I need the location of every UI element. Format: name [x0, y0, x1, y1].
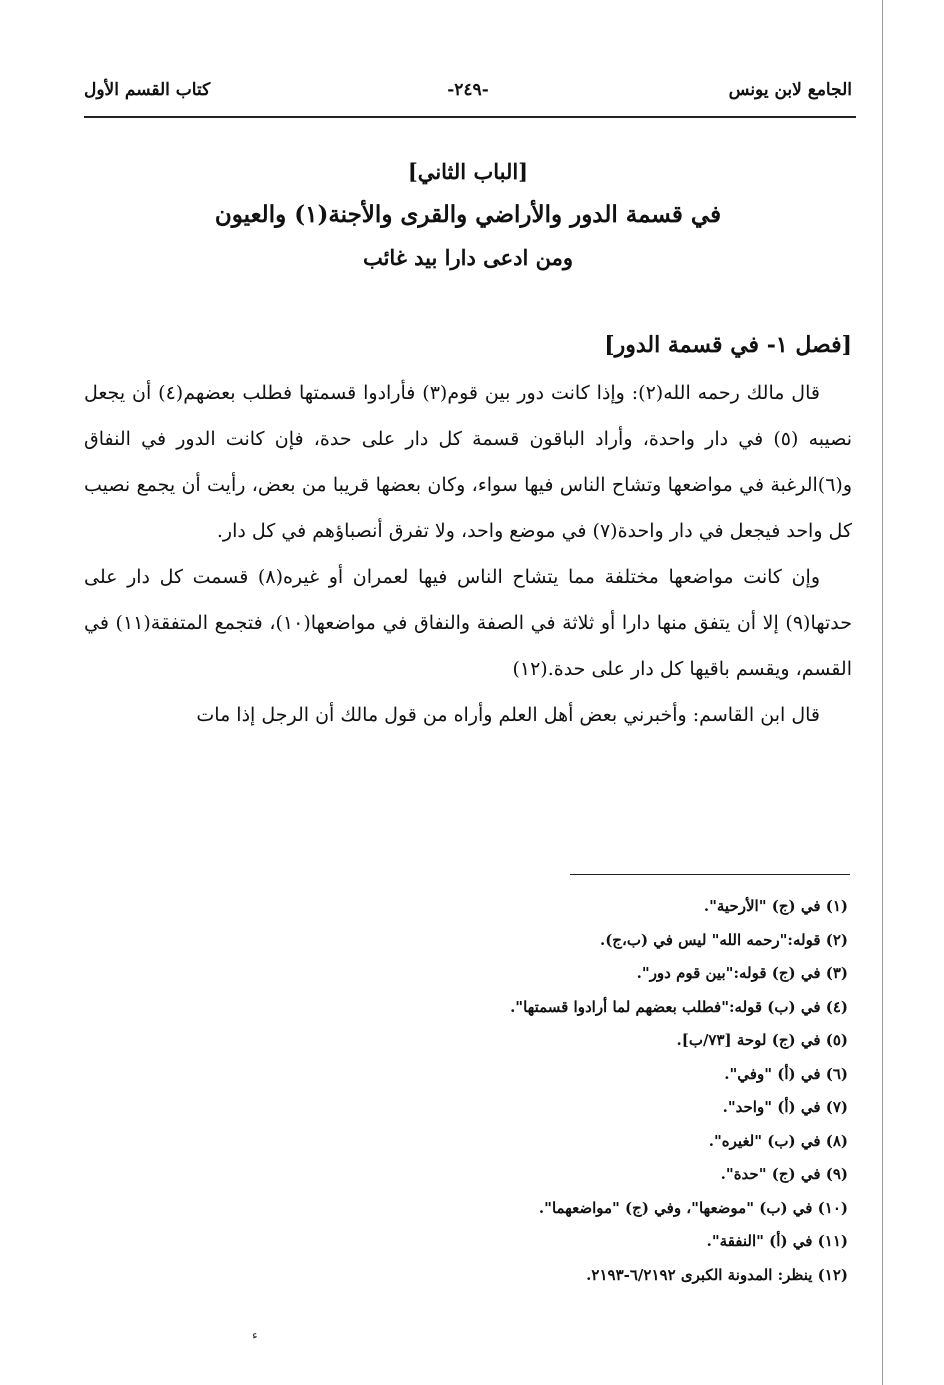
footnote-rule	[570, 874, 850, 875]
chapter-label: [الباب الثاني]	[407, 159, 529, 184]
footnote: (٨) في (ب) "لغيره".	[708, 1131, 848, 1150]
footnote: (٤) في (ب) قوله:"فطلب بعضهم لما أرادوا قسمتها".	[510, 997, 848, 1016]
section-title: [فصل ١- في قسمة الدور]	[604, 332, 852, 358]
footnote: (٥) في (ج) لوحة [٧٣/ب].	[676, 1031, 848, 1049]
footnote: (١٠) في (ب) "موضعها"، وفي (ج) "مواضعهما".	[538, 1198, 848, 1217]
paragraph: وإن كانت مواضعها مختلفة مما يتشاح الناس فيها لعمران أو غيره(٨) قسمت كل دار على حدتها(٩) إلا أن يتفق منها دارا أو ثلاثة في الصفة والنفاق في مواضعها(١٠)، فتجمع المتفقة(١١) في القسم، ويقسم باقيها كل دار على حدة.(١٢)	[84, 566, 852, 680]
footnote: (٣) في (ج) قوله:"بين قوم دور".	[636, 964, 848, 982]
body-text	[84, 370, 852, 738]
footnote: (١٢) ينظر: المدونة الكبرى ٦/٢١٩٢-٢١٩٣.	[586, 1265, 848, 1284]
chapter-heading	[84, 150, 852, 279]
footnote: (٢) قوله:"رحمه الله" ليس في (ب،ج).	[599, 930, 848, 949]
footnote: (٩) في (ج) "حدة".	[720, 1165, 848, 1183]
footnote: (١) في (ج) "الأرحية".	[703, 897, 848, 915]
footnotes	[248, 890, 848, 1292]
chapter-subtitle: ومن ادعى دارا بيد غائب	[362, 245, 574, 270]
footnote: (١١) في (أ) "النفقة".	[706, 1232, 848, 1250]
chapter-title: في قسمة الدور والأراضي والقرى والأجنة(١) والعيون	[214, 201, 722, 228]
paragraph: قال مالك رحمه الله(٢): وإذا كانت دور بين قوم(٣) فأرادوا قسمتها فطلب بعضهم(٤) أن يجعل نصيبه (٥) في دار واحدة، وأراد الباقون قسمة كل دار على حدة، فإن كانت الدور في النفاق و(٦)الرغبة في مواضعها وتشاح الناس فيها سواء، وكان بعضها قريبا من بعض، رأيت أن يجمع نصيب كل واحد فيجعل في دار واحدة(٧) في موضع واحد، ولا تفرق أنصباؤهم في كل دار.	[84, 382, 852, 542]
page-edge-line	[882, 0, 883, 1385]
header-rule	[84, 116, 856, 118]
page-mark: ء	[252, 1328, 258, 1342]
section-name: كتاب القسم الأول	[84, 80, 211, 100]
paragraph: قال ابن القاسم: وأخبرني بعض أهل العلم وأراه من قول مالك أن الرجل إذا مات	[196, 704, 820, 726]
footnote: (٧) في (أ) "واحد".	[722, 1098, 848, 1116]
running-header	[84, 80, 852, 112]
footnote: (٦) في (أ) "وفي".	[724, 1064, 848, 1083]
book-title: الجامع لابن يونس	[728, 80, 852, 100]
page-number: -٢٤٩-	[447, 80, 489, 100]
